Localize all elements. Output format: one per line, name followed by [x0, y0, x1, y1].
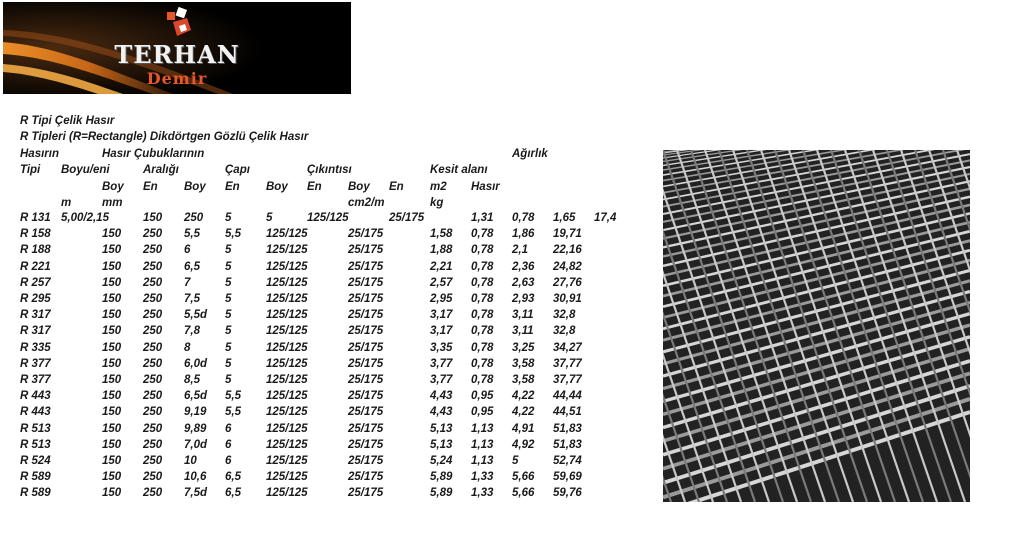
table-cell: 32,8: [553, 325, 576, 338]
table-cell: R 317: [20, 309, 51, 322]
table-cell: R 377: [20, 357, 51, 370]
table-cell: 2,57: [430, 276, 453, 289]
table-cell: 3,17: [430, 325, 453, 338]
table-cell: 1,88: [430, 244, 453, 257]
table-cell: 1,65: [553, 212, 576, 224]
table-cell: 5,5: [225, 228, 241, 241]
header-capi: Çapı: [225, 164, 250, 176]
table-cell: 25/175: [348, 390, 384, 403]
table-cell: 150: [102, 487, 122, 500]
table-cell: 6,5: [184, 260, 200, 273]
table-cell: 125/125: [266, 276, 308, 289]
header-boy: Boy: [184, 181, 206, 193]
table-cell: 7,0d: [184, 438, 208, 451]
table-cell: 0,78: [471, 374, 494, 386]
table-cell: 1,13: [471, 422, 494, 435]
table-cell: 125/125: [266, 422, 308, 435]
table-cell: 125/125: [266, 309, 308, 322]
table-cell: 2,95: [430, 293, 453, 305]
table-cell: 125/125: [266, 341, 308, 354]
table-cell: 22,16: [553, 244, 582, 257]
table-cell: 6,5: [225, 487, 241, 500]
table-cell: 3,25: [512, 341, 535, 354]
table-cell: R 335: [20, 341, 51, 354]
table-cell: 25/175: [348, 438, 384, 451]
table-cell: 5,89: [430, 471, 453, 484]
table-cell: 24,82: [553, 260, 582, 273]
table-cell: 9,19: [184, 406, 207, 419]
header-hasir: Hasır: [471, 181, 500, 193]
table-cell: 125/125: [266, 438, 308, 451]
table-cell: 25/175: [348, 293, 384, 305]
table-cell: 250: [143, 422, 163, 435]
table-cell: 5: [225, 374, 232, 386]
table-cell: 5,5d: [184, 309, 208, 322]
table-cell: 250: [143, 406, 163, 419]
table-cell: 7,5d: [184, 487, 208, 500]
table-cell: R 589: [20, 487, 51, 500]
table-cell: 250: [143, 455, 163, 467]
table-cell: 125/125: [266, 260, 308, 273]
table-cell: R 443: [20, 390, 51, 403]
table-cell: 2,36: [512, 260, 535, 273]
table-cell: R 524: [20, 455, 51, 467]
table-cell: 44,44: [553, 390, 582, 403]
table-cell: 6: [184, 244, 191, 257]
header-unit-m: m: [61, 197, 72, 209]
document-subtitle: R Tipleri (R=Rectangle) Dikdörtgen Gözlü Çelik Hasır: [20, 131, 309, 143]
header-araligi: Aralığı: [143, 164, 179, 176]
table-cell: 150: [102, 390, 122, 403]
table-cell: 5,66: [512, 487, 535, 500]
table-cell: 6: [225, 422, 232, 435]
table-cell: 17,4: [594, 212, 617, 224]
table-cell: 125/125: [307, 212, 349, 224]
table-cell: 4,43: [430, 390, 453, 403]
table-cell: 4,22: [512, 390, 535, 403]
table-cell: 5,66: [512, 471, 535, 484]
table-cell: 150: [102, 438, 122, 451]
table-cell: 150: [102, 471, 122, 484]
table-cell: 250: [143, 487, 163, 500]
table-cell: 0,78: [471, 260, 494, 273]
table-cell: 51,83: [553, 438, 582, 451]
table-cell: R 188: [20, 244, 51, 257]
steel-mesh-photo: [663, 150, 970, 502]
table-cell: 250: [143, 228, 163, 241]
header-m2: m2: [430, 181, 447, 193]
table-cell: 150: [102, 244, 122, 257]
header-unit-cm2m: cm2/m: [348, 197, 385, 209]
table-cell: 150: [102, 422, 122, 435]
table-cell: 1,31: [471, 212, 494, 224]
table-cell: 19,71: [553, 228, 582, 241]
table-cell: 8,5: [184, 374, 200, 386]
table-cell: 3,77: [430, 374, 453, 386]
table-cell: 125/125: [266, 244, 308, 257]
table-cell: 44,51: [553, 406, 582, 419]
table-cell: 25/175: [348, 471, 384, 484]
table-cell: 5,5: [225, 406, 241, 419]
table-cell: 0,78: [471, 276, 494, 289]
table-cell: R 589: [20, 471, 51, 484]
table-cell: 0,95: [471, 390, 494, 403]
table-cell: 7,8: [184, 325, 200, 338]
table-cell: 125/125: [266, 228, 308, 241]
table-cell: 150: [102, 374, 122, 386]
table-cell: 5: [225, 309, 232, 322]
table-cell: 7: [184, 276, 191, 289]
table-cell: 1,86: [512, 228, 535, 241]
table-cell: 52,74: [553, 455, 582, 467]
table-cell: 0,78: [471, 309, 494, 322]
header-en: En: [225, 181, 240, 193]
table-cell: 5,13: [430, 422, 453, 435]
table-cell: 250: [143, 325, 163, 338]
table-cell: 5,5: [225, 390, 241, 403]
table-cell: 150: [102, 357, 122, 370]
table-cell: 125/125: [266, 325, 308, 338]
table-cell: 3,58: [512, 374, 535, 386]
table-cell: 0,78: [512, 212, 535, 224]
header-boy: Boy: [266, 181, 288, 193]
table-cell: 250: [143, 341, 163, 354]
table-cell: 59,69: [553, 471, 582, 484]
table-cell: 250: [184, 212, 204, 224]
table-cell: 25/175: [348, 374, 384, 386]
table-cell: 30,91: [553, 293, 582, 305]
table-cell: 6: [225, 455, 232, 467]
brand-subtitle: Demir: [146, 69, 208, 88]
table-cell: 125/125: [266, 293, 308, 305]
table-cell: 150: [102, 455, 122, 467]
table-cell: 5: [225, 357, 232, 370]
table-cell: 3,77: [430, 357, 453, 370]
table-cell: 125/125: [266, 471, 308, 484]
table-cell: 125/125: [266, 406, 308, 419]
table-cell: 5: [225, 212, 232, 224]
table-cell: 0,78: [471, 325, 494, 338]
table-cell: 150: [102, 406, 122, 419]
brand-name: TERHAN: [114, 40, 240, 69]
table-cell: 6,5d: [184, 390, 208, 403]
table-cell: 150: [102, 341, 122, 354]
table-cell: 25/175: [348, 406, 384, 419]
table-cell: R 513: [20, 438, 51, 451]
table-cell: 125/125: [266, 374, 308, 386]
table-cell: 250: [143, 309, 163, 322]
table-cell: 250: [143, 390, 163, 403]
table-cell: 25/175: [348, 325, 384, 338]
table-cell: 25/175: [348, 276, 384, 289]
table-cell: 5: [225, 325, 232, 338]
header-en: En: [389, 181, 404, 193]
table-cell: R 443: [20, 406, 51, 419]
header-unit-kg: kg: [430, 197, 444, 209]
table-cell: 3,11: [512, 309, 534, 322]
table-cell: 34,27: [553, 341, 582, 354]
table-cell: 0,78: [471, 357, 494, 370]
table-cell: 2,1: [512, 244, 528, 257]
table-cell: R 257: [20, 276, 51, 289]
table-cell: 25/175: [348, 487, 384, 500]
table-cell: 25/175: [348, 244, 384, 257]
table-cell: R 317: [20, 325, 51, 338]
table-cell: 32,8: [553, 309, 576, 322]
header-en: En: [307, 181, 322, 193]
table-cell: R 158: [20, 228, 51, 241]
table-cell: 1,13: [471, 438, 494, 451]
table-cell: 4,22: [512, 406, 535, 419]
table-cell: 25/175: [389, 212, 425, 224]
table-cell: 5: [225, 341, 232, 354]
table-cell: 250: [143, 438, 163, 451]
table-cell: 150: [102, 325, 122, 338]
table-cell: 37,77: [553, 374, 582, 386]
table-cell: 9,89: [184, 422, 207, 435]
table-cell: 25/175: [348, 341, 384, 354]
table-cell: 2,63: [512, 276, 535, 289]
table-cell: 0,78: [471, 293, 494, 305]
table-cell: 10: [184, 455, 197, 467]
table-cell: 5,13: [430, 438, 453, 451]
table-cell: 5,00/2,15: [61, 212, 109, 224]
table-cell: 0,78: [471, 341, 494, 354]
table-cell: 150: [102, 228, 122, 241]
table-cell: 150: [102, 309, 122, 322]
document-title: R Tipi Çelik Hasır: [20, 115, 115, 127]
table-cell: 5: [512, 455, 519, 467]
table-cell: 150: [102, 260, 122, 273]
table-cell: 250: [143, 244, 163, 257]
table-cell: 8: [184, 341, 191, 354]
table-cell: 4,91: [512, 422, 535, 435]
table-cell: 250: [143, 471, 163, 484]
table-cell: 150: [102, 293, 122, 305]
header-kesit-alani: Kesit alanı: [430, 164, 488, 176]
table-cell: 5,89: [430, 487, 453, 500]
table-cell: 125/125: [266, 487, 308, 500]
header-hasirin: Hasırın: [20, 148, 59, 160]
table-cell: 125/125: [266, 357, 308, 370]
table-cell: 0,78: [471, 244, 494, 257]
table-cell: 250: [143, 276, 163, 289]
table-cell: 250: [143, 293, 163, 305]
header-agirlik: Ağırlık: [512, 148, 548, 160]
header-en: En: [143, 181, 158, 193]
table-cell: 2,93: [512, 293, 535, 305]
table-cell: 3,11: [512, 325, 534, 338]
table-cell: 3,35: [430, 341, 453, 354]
table-cell: 25/175: [348, 260, 384, 273]
header-tipi: Tipi: [20, 164, 41, 176]
table-cell: 7,5: [184, 293, 200, 305]
header-cubuklar: Hasır Çubuklarının: [102, 148, 205, 160]
table-cell: 1,33: [471, 487, 494, 500]
table-cell: 150: [143, 212, 163, 224]
table-cell: 6,0d: [184, 357, 208, 370]
table-cell: 4,43: [430, 406, 453, 419]
table-cell: 5: [225, 276, 232, 289]
table-cell: 5: [225, 293, 232, 305]
table-cell: 5: [266, 212, 273, 224]
steel-mesh-image: [663, 150, 970, 502]
table-cell: R 513: [20, 422, 51, 435]
table-cell: 4,92: [512, 438, 535, 451]
table-cell: 125/125: [266, 390, 308, 403]
table-cell: 150: [102, 276, 122, 289]
table-cell: 5,24: [430, 455, 453, 467]
table-cell: R 295: [20, 293, 51, 305]
table-cell: 250: [143, 357, 163, 370]
table-cell: 250: [143, 260, 163, 273]
table-cell: 0,78: [471, 228, 494, 241]
table-cell: 27,76: [553, 276, 582, 289]
table-cell: 5: [225, 244, 232, 257]
table-cell: 25/175: [348, 309, 384, 322]
table-cell: R 131: [20, 212, 51, 224]
table-cell: 25/175: [348, 422, 384, 435]
table-cell: 125/125: [266, 455, 308, 467]
table-cell: 25/175: [348, 228, 384, 241]
table-cell: 5,5: [184, 228, 200, 241]
table-cell: R 221: [20, 260, 51, 273]
table-cell: 59,76: [553, 487, 582, 500]
header-boy: Boy: [348, 181, 370, 193]
table-cell: 1,13: [471, 455, 494, 467]
table-cell: 6,5: [225, 471, 241, 484]
table-cell: 25/175: [348, 357, 384, 370]
table-cell: 51,83: [553, 422, 582, 435]
header-boyu-eni: Boyu/eni: [61, 164, 110, 176]
table-cell: 0,95: [471, 406, 494, 419]
table-cell: 2,21: [430, 260, 453, 273]
table-cell: 3,58: [512, 357, 535, 370]
table-cell: 37,77: [553, 357, 582, 370]
header-unit-mm: mm: [102, 197, 123, 209]
table-cell: 1,58: [430, 228, 453, 241]
table-cell: 5: [225, 260, 232, 273]
table-cell: 3,17: [430, 309, 453, 322]
table-cell: 25/175: [348, 455, 384, 467]
table-cell: 1,33: [471, 471, 494, 484]
table-cell: 250: [143, 374, 163, 386]
header-cikintisi: Çıkıntısı: [307, 164, 352, 176]
table-cell: R 377: [20, 374, 51, 386]
table-cell: 6: [225, 438, 232, 451]
table-cell: 10,6: [184, 471, 207, 484]
header-boy: Boy: [102, 181, 124, 193]
